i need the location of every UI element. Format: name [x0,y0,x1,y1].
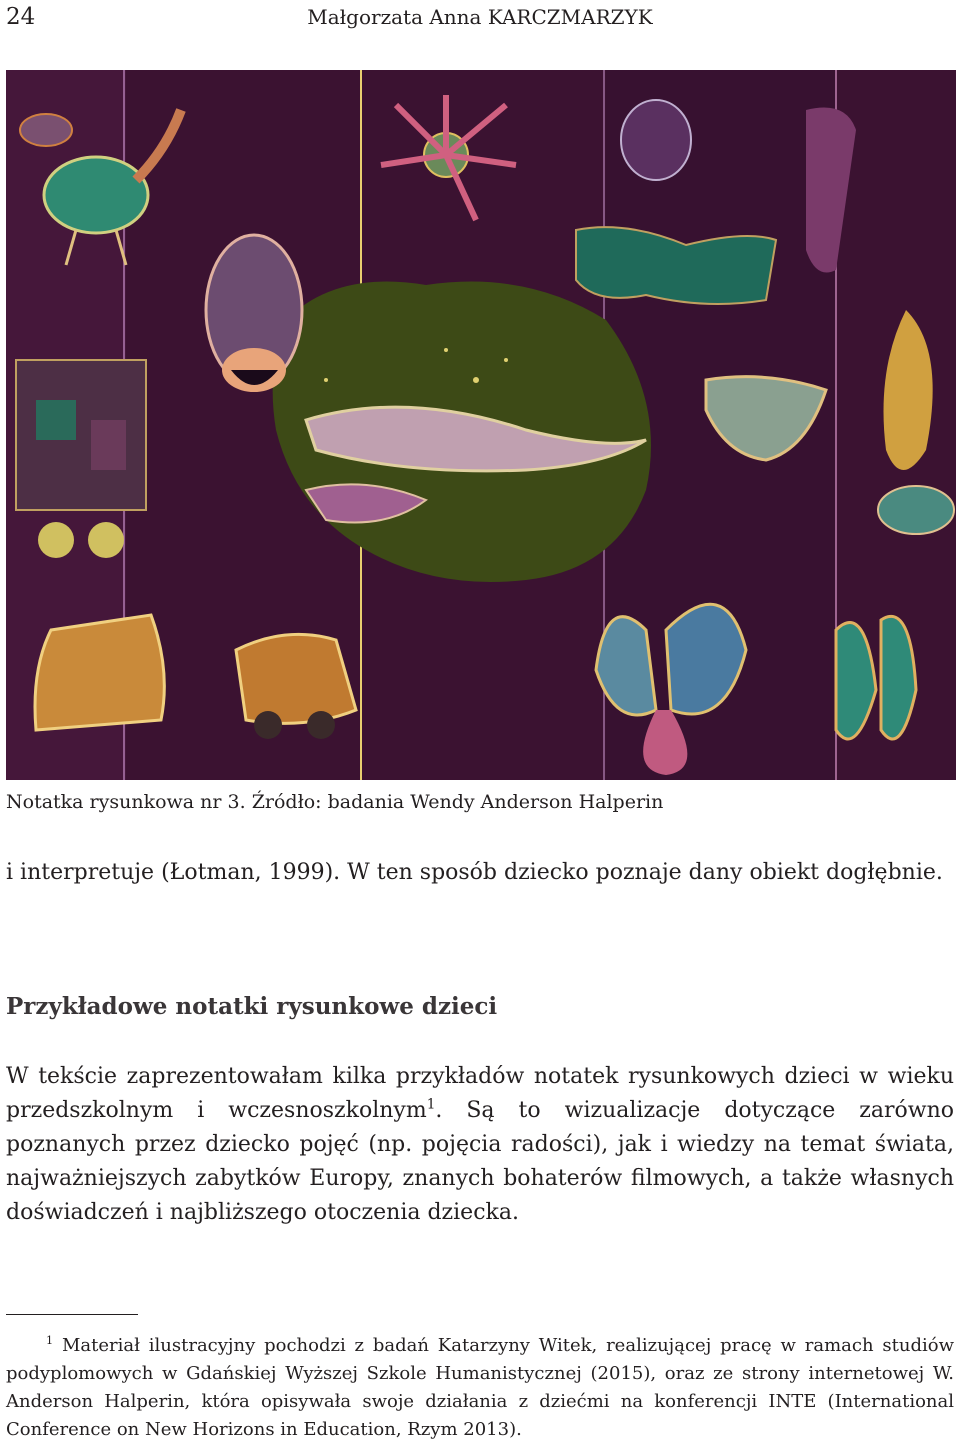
drawing-note-image [6,70,956,780]
section-heading: Przykładowe notatki rysunkowe dzieci [6,993,498,1020]
footnote-marker: 1 [46,1334,54,1347]
paragraph-examples-text-2: . Są to wizualizacje dotyczące zarówno poznanych przez dziecko pojęć (np. pojęcia radości), jak i wiedzy na temat świata, najważniejszych zabytków Europy, znanych bohaterów filmowych, a także własnych doświadczeń i najbliższego otoczenia dziecka. [6,1098,954,1225]
paragraph-examples-text-1: W tekście zaprezentowałam kilka przykładów notatek rysunkowych dzieci w wieku przedszkolnym i wczesnoszkolnym [6,1064,954,1123]
page-number: 24 [6,4,36,30]
footnote-reference[interactable]: 1 [426,1096,436,1113]
paragraph-continuation: i interpretuje (Łotman, 1999). W ten sposób dziecko poznaje dany obiekt dogłębnie. [6,860,943,885]
running-head-author: Małgorzata Anna KARCZMARZYK [307,5,653,29]
footnote [6,1332,954,1444]
footnote-text: Materiał ilustracyjny pochodzi z badań Katarzyny Witek, realizującej pracę w ramach studiów podyplomowych w Gdańskiej Wyższej Szkole Humanistycznej (2015), oraz ze strony internetowej W. Anderson Halperin, która opisywała swoje działania z dziećmi na konferencji INTE (International Conference on New Horizons in Education, Rzym 2013). [6,1335,954,1440]
footnote-separator [6,1314,138,1315]
paragraph-examples [6,1060,954,1230]
figure-caption: Notatka rysunkowa nr 3. Źródło: badania Wendy Anderson Halperin [6,791,664,813]
